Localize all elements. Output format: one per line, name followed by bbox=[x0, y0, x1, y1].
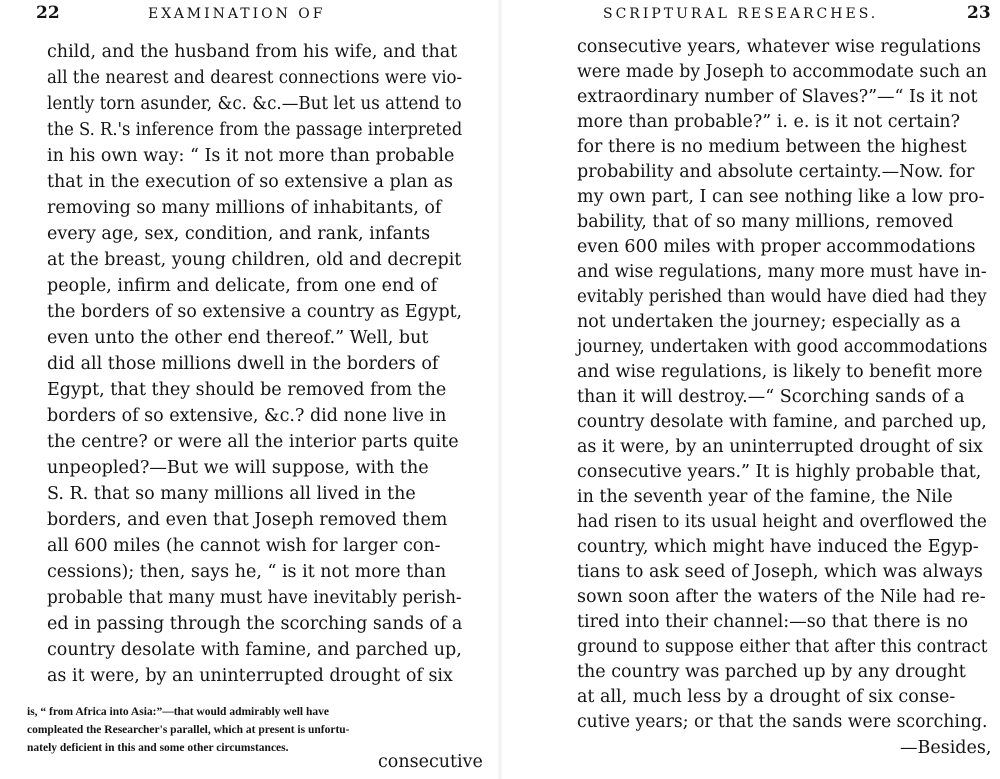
text-line: probability and absolute certainty.—Now. for bbox=[577, 162, 975, 182]
running-head: EXAMINATION OF bbox=[148, 6, 326, 22]
running-head: SCRIPTURAL RESEARCHES. bbox=[603, 6, 879, 22]
text-line: as it were, by an uninterrupted drought of six bbox=[47, 666, 453, 686]
text-line: country, which might have induced the Egyp- bbox=[577, 537, 979, 557]
text-line: even 600 miles with proper accommodations bbox=[577, 237, 976, 257]
text-line: not undertaken the journey; especially as a bbox=[577, 312, 961, 332]
text-line: at all, much less by a drought of six conse- bbox=[577, 687, 956, 707]
text-line: Egypt, that they should be removed from the bbox=[47, 380, 447, 400]
text-line: more than probable?” i. e. is it not certain? bbox=[577, 112, 960, 132]
text-line: were made by Joseph to accommodate such an bbox=[577, 62, 987, 82]
right-page bbox=[500, 0, 1000, 779]
text-line: country desolate with famine, and parched up, bbox=[577, 412, 987, 432]
footnote-line: nately deficient in this and some other circumstances. bbox=[27, 742, 289, 754]
text-line: the borders of so extensive a country as Egypt, bbox=[47, 302, 463, 322]
text-line: even unto the other end thereof.” Well, but bbox=[47, 328, 429, 348]
text-line: than it will destroy.—“ Scorching sands of a bbox=[577, 387, 965, 407]
text-line: the centre? or were all the interior parts quite bbox=[47, 432, 459, 452]
footnote-line: compleated the Researcher's parallel, which at present is unfortu- bbox=[27, 724, 350, 736]
text-line: as it were, by an uninterrupted drought of six bbox=[577, 437, 983, 457]
text-line: at the breast, young children, old and decrepit bbox=[47, 250, 462, 270]
page-number: 23 bbox=[967, 3, 991, 23]
page-number: 22 bbox=[36, 3, 60, 23]
text-line: extraordinary number of Slaves?”—“ Is it not bbox=[577, 87, 978, 107]
text-line: tians to ask seed of Joseph, which was always bbox=[577, 562, 983, 582]
text-line: evitably perished than would have died had they bbox=[577, 287, 987, 307]
text-line: borders, and even that Joseph removed them bbox=[47, 510, 448, 530]
text-line: journey, undertaken with good accommodations bbox=[577, 337, 988, 357]
text-line: and wise regulations, many more must have in- bbox=[577, 262, 987, 282]
text-line: S. R. that so many millions all lived in the bbox=[47, 484, 416, 504]
text-line: probable that many must have inevitably perish- bbox=[47, 588, 462, 608]
catchword: consecutive bbox=[378, 752, 483, 772]
text-line: child, and the husband from his wife, and that bbox=[47, 42, 458, 62]
text-line: all the nearest and dearest connections were vio- bbox=[47, 68, 463, 88]
text-line: sown soon after the waters of the Nile had re- bbox=[577, 587, 986, 607]
text-line: bability, that of so many millions, removed bbox=[577, 212, 954, 232]
text-line: for there is no medium between the highest bbox=[577, 137, 967, 157]
text-line: cessions); then, says he, “ is it not more than bbox=[47, 562, 447, 582]
text-line: people, infirm and delicate, from one end of bbox=[47, 276, 438, 296]
text-line: had risen to its usual height and overflowed the bbox=[577, 512, 987, 532]
text-line: lently torn asunder, &c. &c.—But let us attend to bbox=[47, 94, 462, 114]
text-line: the S. R.'s inference from the passage interpreted bbox=[47, 120, 463, 140]
text-line: did all those millions dwell in the borders of bbox=[47, 354, 439, 374]
text-line: removing so many millions of inhabitants, of bbox=[47, 198, 442, 218]
text-line: tired into their channel:—so that there is no bbox=[577, 612, 968, 632]
text-line: country desolate with famine, and parched up, bbox=[47, 640, 462, 660]
catchword: —Besides, bbox=[900, 738, 992, 758]
text-line: consecutive years.” It is highly probable that, bbox=[577, 462, 982, 482]
text-line: unpeopled?—But we will suppose, with the bbox=[47, 458, 429, 478]
text-line: consecutive years, whatever wise regulations bbox=[577, 37, 981, 57]
text-line: in the seventh year of the famine, the Nile bbox=[577, 487, 953, 507]
text-line: in his own way: “ Is it not more than probable bbox=[47, 146, 455, 166]
text-line: cutive years; or that the sands were scorching. bbox=[577, 712, 988, 732]
text-line: the country was parched up by any drought bbox=[577, 662, 966, 682]
text-line: and wise regulations, is likely to benefit more bbox=[577, 362, 983, 382]
text-line: ground to suppose either that after this contract bbox=[577, 637, 988, 657]
text-line: that in the execution of so extensive a plan as bbox=[47, 172, 454, 192]
text-line: all 600 miles (he cannot wish for larger con- bbox=[47, 536, 441, 556]
text-line: my own part, I can see nothing like a low pro- bbox=[577, 187, 985, 207]
text-line: every age, sex, condition, and rank, infants bbox=[47, 224, 431, 244]
text-line: ed in passing through the scorching sands of a bbox=[47, 614, 463, 634]
text-line: borders of so extensive, &c.? did none live in bbox=[47, 406, 447, 426]
footnote-line: is, “ from Africa into Asia:”—that would admirably well have bbox=[27, 706, 329, 718]
